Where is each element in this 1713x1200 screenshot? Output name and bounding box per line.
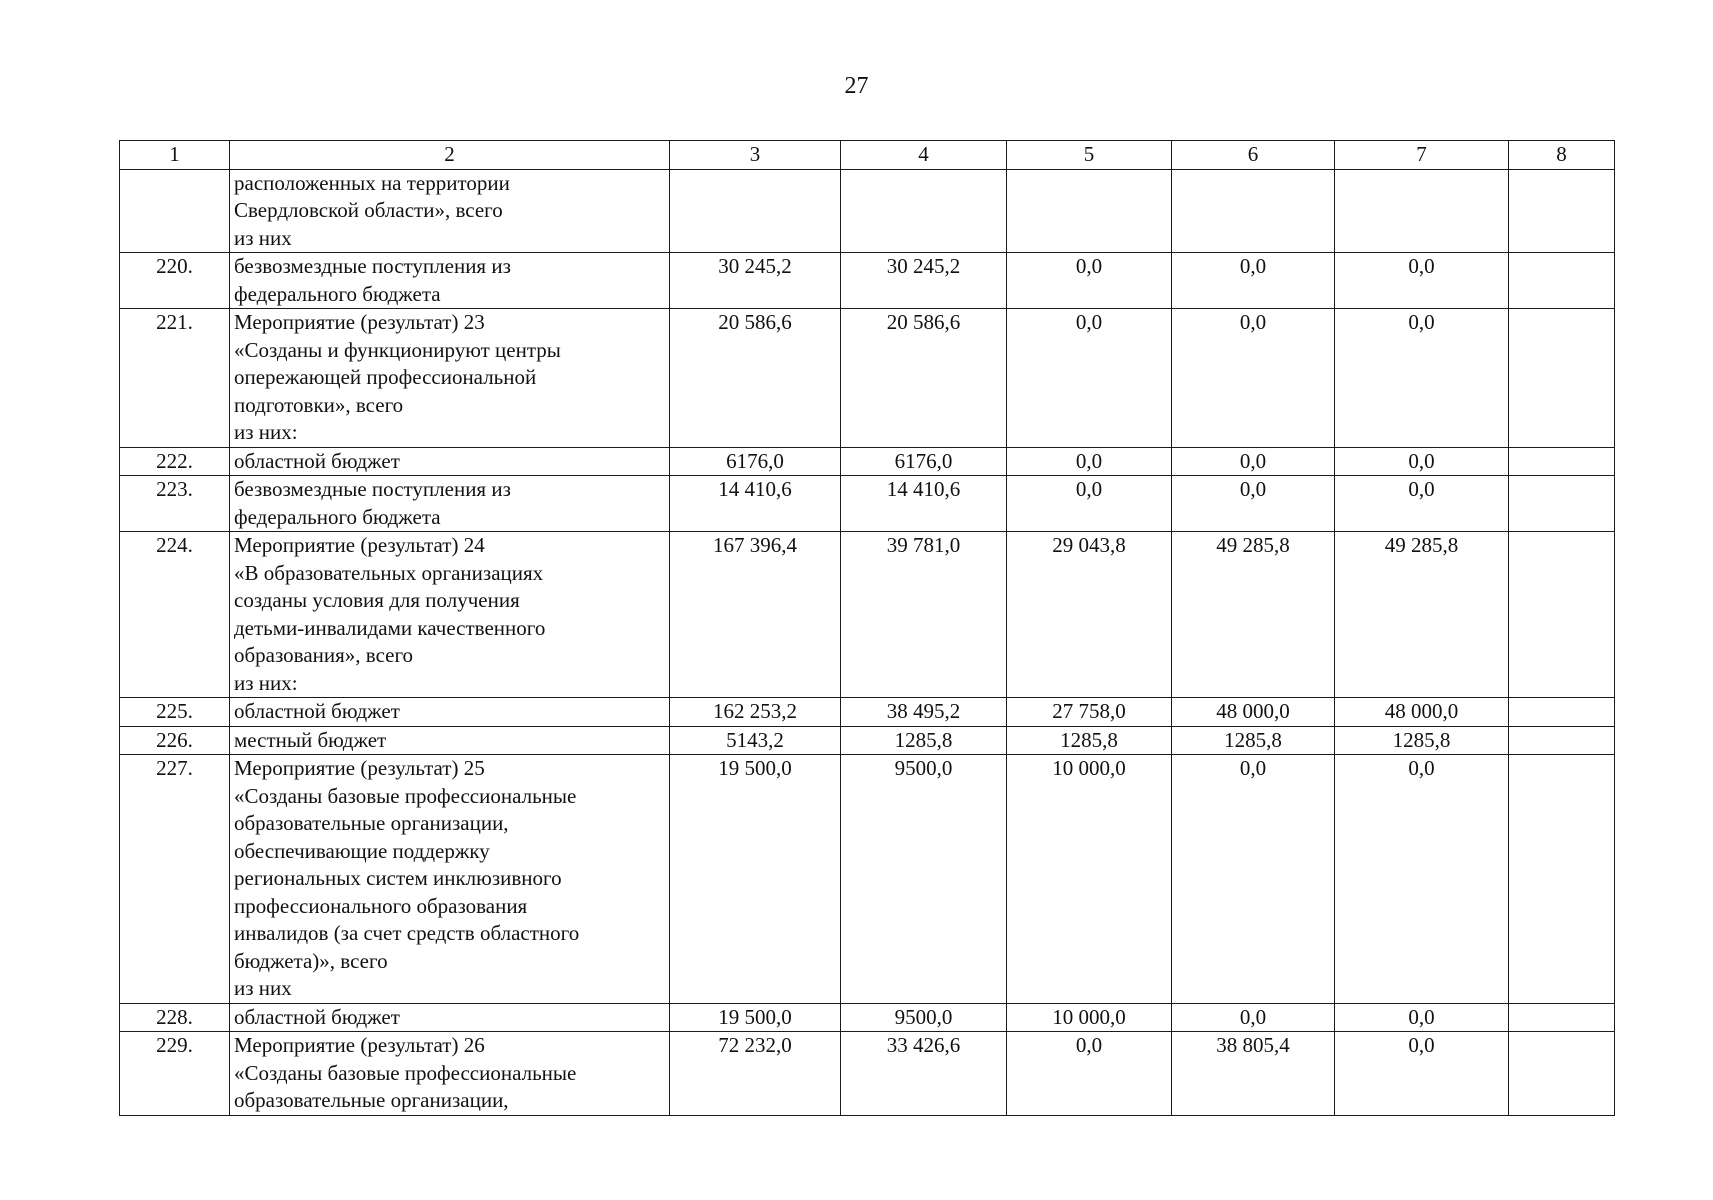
value-cell: 0,0 [1007, 447, 1172, 476]
value-cell [1335, 169, 1509, 253]
description-cell: областной бюджет [230, 1003, 670, 1032]
description-cell: областной бюджет [230, 447, 670, 476]
description-cell: безвозмездные поступления из федерального бюджета [230, 476, 670, 532]
value-cell [1509, 698, 1615, 727]
value-cell: 10 000,0 [1007, 1003, 1172, 1032]
row-number-cell: 223. [120, 476, 230, 532]
row-number-cell: 225. [120, 698, 230, 727]
value-cell: 20 586,6 [841, 309, 1007, 448]
row-number-cell: 227. [120, 755, 230, 1004]
column-header: 2 [230, 141, 670, 170]
value-cell [1509, 169, 1615, 253]
value-cell: 1285,8 [841, 726, 1007, 755]
value-cell [1509, 1032, 1615, 1116]
budget-table [119, 140, 1615, 1116]
row-number-cell: 229. [120, 1032, 230, 1116]
value-cell: 1285,8 [1007, 726, 1172, 755]
value-cell: 162 253,2 [670, 698, 841, 727]
description-cell: Мероприятие (результат) 25 «Созданы базовые профессиональные образовательные организации, обеспечивающие поддержку региональных систем инклюзивного профессионального образования инвалидов (за счет средств областного бюджета)», всего из них [230, 755, 670, 1004]
value-cell: 0,0 [1007, 309, 1172, 448]
row-number-cell: 228. [120, 1003, 230, 1032]
value-cell: 0,0 [1007, 476, 1172, 532]
table-row [120, 1032, 1615, 1116]
value-cell [1509, 1003, 1615, 1032]
column-header: 1 [120, 141, 230, 170]
value-cell: 0,0 [1007, 1032, 1172, 1116]
value-cell: 19 500,0 [670, 1003, 841, 1032]
value-cell: 0,0 [1007, 253, 1172, 309]
value-cell: 9500,0 [841, 1003, 1007, 1032]
value-cell: 39 781,0 [841, 532, 1007, 698]
column-header: 4 [841, 141, 1007, 170]
value-cell: 0,0 [1172, 755, 1335, 1004]
row-number-cell: 222. [120, 447, 230, 476]
value-cell [1509, 253, 1615, 309]
table-row [120, 532, 1615, 698]
table-row [120, 476, 1615, 532]
value-cell [1509, 447, 1615, 476]
column-header: 6 [1172, 141, 1335, 170]
table-header-row [120, 141, 1615, 170]
table-row [120, 309, 1615, 448]
value-cell: 0,0 [1172, 253, 1335, 309]
value-cell [1172, 169, 1335, 253]
value-cell [670, 169, 841, 253]
value-cell: 0,0 [1335, 447, 1509, 476]
value-cell [841, 169, 1007, 253]
value-cell: 19 500,0 [670, 755, 841, 1004]
value-cell [1007, 169, 1172, 253]
page-number: 27 [844, 73, 869, 99]
description-cell: Мероприятие (результат) 24 «В образовательных организациях созданы условия для получения детьми-инвалидами качественного образования», всего из них: [230, 532, 670, 698]
value-cell [1509, 532, 1615, 698]
value-cell: 9500,0 [841, 755, 1007, 1004]
value-cell: 0,0 [1335, 309, 1509, 448]
value-cell: 29 043,8 [1007, 532, 1172, 698]
value-cell: 49 285,8 [1172, 532, 1335, 698]
value-cell: 1285,8 [1335, 726, 1509, 755]
description-cell: Мероприятие (результат) 26 «Созданы базовые профессиональные образовательные организации, [230, 1032, 670, 1116]
value-cell: 27 758,0 [1007, 698, 1172, 727]
description-cell: местный бюджет [230, 726, 670, 755]
value-cell: 20 586,6 [670, 309, 841, 448]
table-body [120, 169, 1615, 1115]
row-number-cell: 224. [120, 532, 230, 698]
value-cell: 6176,0 [670, 447, 841, 476]
value-cell: 0,0 [1335, 755, 1509, 1004]
value-cell: 0,0 [1335, 1003, 1509, 1032]
description-cell: безвозмездные поступления из федерального бюджета [230, 253, 670, 309]
value-cell: 10 000,0 [1007, 755, 1172, 1004]
table-row [120, 1003, 1615, 1032]
value-cell: 30 245,2 [670, 253, 841, 309]
table-row [120, 698, 1615, 727]
value-cell: 38 805,4 [1172, 1032, 1335, 1116]
value-cell: 48 000,0 [1335, 698, 1509, 727]
value-cell [1509, 309, 1615, 448]
table-row [120, 169, 1615, 253]
description-cell: расположенных на территории Свердловской области», всего из них [230, 169, 670, 253]
table-row [120, 253, 1615, 309]
value-cell: 5143,2 [670, 726, 841, 755]
row-number-cell [120, 169, 230, 253]
column-header: 3 [670, 141, 841, 170]
value-cell: 0,0 [1172, 476, 1335, 532]
value-cell: 38 495,2 [841, 698, 1007, 727]
value-cell: 48 000,0 [1172, 698, 1335, 727]
value-cell [1509, 476, 1615, 532]
value-cell: 0,0 [1172, 447, 1335, 476]
value-cell: 0,0 [1172, 1003, 1335, 1032]
table-row [120, 447, 1615, 476]
table-row [120, 726, 1615, 755]
value-cell: 1285,8 [1172, 726, 1335, 755]
table-row [120, 755, 1615, 1004]
value-cell: 33 426,6 [841, 1032, 1007, 1116]
value-cell: 6176,0 [841, 447, 1007, 476]
column-header: 7 [1335, 141, 1509, 170]
value-cell [1509, 755, 1615, 1004]
description-cell: областной бюджет [230, 698, 670, 727]
value-cell: 72 232,0 [670, 1032, 841, 1116]
column-header: 5 [1007, 141, 1172, 170]
value-cell: 0,0 [1335, 476, 1509, 532]
value-cell: 14 410,6 [841, 476, 1007, 532]
value-cell: 14 410,6 [670, 476, 841, 532]
column-header: 8 [1509, 141, 1615, 170]
value-cell: 0,0 [1335, 253, 1509, 309]
row-number-cell: 226. [120, 726, 230, 755]
row-number-cell: 220. [120, 253, 230, 309]
value-cell: 0,0 [1335, 1032, 1509, 1116]
value-cell: 167 396,4 [670, 532, 841, 698]
value-cell: 0,0 [1172, 309, 1335, 448]
row-number-cell: 221. [120, 309, 230, 448]
value-cell: 30 245,2 [841, 253, 1007, 309]
value-cell [1509, 726, 1615, 755]
value-cell: 49 285,8 [1335, 532, 1509, 698]
description-cell: Мероприятие (результат) 23 «Созданы и функционируют центры опережающей профессиональной подготовки», всего из них: [230, 309, 670, 448]
